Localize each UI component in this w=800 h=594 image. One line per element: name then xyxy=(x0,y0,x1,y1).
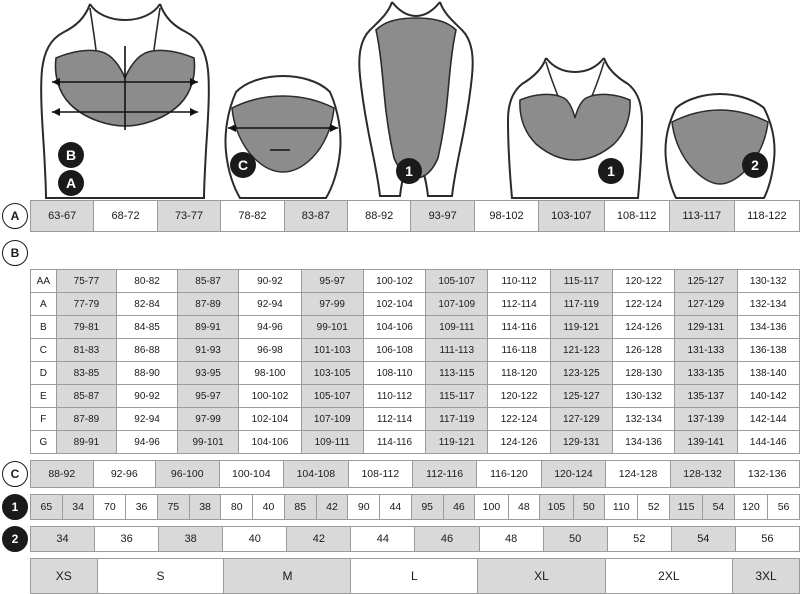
cell-b-5-11: 140-142 xyxy=(737,385,799,408)
badge-A: A xyxy=(58,170,84,196)
cell-one-12: 95 xyxy=(411,495,443,520)
cell-a-0: 63-67 xyxy=(31,201,94,232)
table-row xyxy=(31,527,800,552)
cell-two-11: 56 xyxy=(735,527,799,552)
table-row xyxy=(31,270,800,293)
cell-b-7-4: 109-111 xyxy=(301,431,363,454)
cell-a-4: 83-87 xyxy=(284,201,347,232)
cell-b-7-3: 104-106 xyxy=(239,431,301,454)
badge-2-brief: 2 xyxy=(742,152,768,178)
cell-a-10: 113-117 xyxy=(669,201,734,232)
cell-b-0-7: 110-112 xyxy=(488,270,550,293)
row-one-label-cell xyxy=(0,494,30,520)
cell-b-5-1: 90-92 xyxy=(117,385,178,408)
cell-b-6-1: 92-94 xyxy=(117,408,178,431)
cell-b-4-5: 108-110 xyxy=(363,362,425,385)
cell-b-6-4: 107-109 xyxy=(301,408,363,431)
badge-C: C xyxy=(230,152,256,178)
cell-c-7: 116-120 xyxy=(477,461,541,488)
cell-b-0-4: 95-97 xyxy=(301,270,363,293)
cell-a-7: 98-102 xyxy=(474,201,538,232)
cell-one-6: 80 xyxy=(221,495,253,520)
cell-b-0-6: 105-107 xyxy=(426,270,488,293)
cell-b-7-11: 144-146 xyxy=(737,431,799,454)
row-a xyxy=(0,200,800,232)
cell-b-5-4: 105-107 xyxy=(301,385,363,408)
cell-one-18: 110 xyxy=(605,495,638,520)
cell-one-22: 120 xyxy=(734,495,767,520)
cell-one-9: 42 xyxy=(316,495,348,520)
cell-b-2-7: 114-116 xyxy=(488,316,550,339)
cell-size-2: M xyxy=(224,559,351,594)
cell-b-4-2: 93-95 xyxy=(177,362,238,385)
cell-c-6: 112-116 xyxy=(413,461,477,488)
cell-two-3: 40 xyxy=(223,527,287,552)
cell-b-5-5: 110-112 xyxy=(363,385,425,408)
cell-b-0-3: 90-92 xyxy=(239,270,301,293)
cell-two-9: 52 xyxy=(607,527,671,552)
cell-b-4-8: 123-125 xyxy=(550,362,612,385)
cell-b-1-0: 77-79 xyxy=(56,293,117,316)
cell-one-13: 46 xyxy=(443,495,475,520)
table-two xyxy=(30,526,800,552)
cell-one-15: 48 xyxy=(508,495,540,520)
badge-1-bra: 1 xyxy=(598,158,624,184)
cell-b-6-9: 132-134 xyxy=(612,408,674,431)
table-row xyxy=(31,461,800,488)
cell-b-7-7: 124-126 xyxy=(488,431,550,454)
cell-b-0-5: 100-102 xyxy=(363,270,425,293)
cell-b-6-6: 117-119 xyxy=(426,408,488,431)
cell-size-5: 2XL xyxy=(605,559,733,594)
cell-one-0: 65 xyxy=(31,495,63,520)
cell-b-2-11: 134-136 xyxy=(737,316,799,339)
cell-b-4-10: 133-135 xyxy=(675,362,737,385)
row-b-label-cell xyxy=(0,238,30,266)
cell-b-2-6: 109-111 xyxy=(426,316,488,339)
cell-b-3-11: 136-138 xyxy=(737,339,799,362)
row-one xyxy=(0,494,800,520)
cell-b-1-7: 112-114 xyxy=(488,293,550,316)
cell-b-6-8: 127-129 xyxy=(550,408,612,431)
cell-b-7-6: 119-121 xyxy=(426,431,488,454)
cell-b-6-5: 112-114 xyxy=(363,408,425,431)
cell-two-8: 50 xyxy=(543,527,607,552)
cell-b-3-5: 106-108 xyxy=(363,339,425,362)
cell-b-7-1: 94-96 xyxy=(117,431,178,454)
cell-c-5: 108-112 xyxy=(348,461,412,488)
cell-b-1-8: 117-119 xyxy=(550,293,612,316)
row-sizes xyxy=(0,558,800,594)
cell-a-8: 103-107 xyxy=(539,201,604,232)
cell-b-2-1: 84-85 xyxy=(117,316,178,339)
cell-a-1: 68-72 xyxy=(94,201,157,232)
row-sizes-label-cell xyxy=(0,558,30,594)
cell-b-1-2: 87-89 xyxy=(177,293,238,316)
table-row xyxy=(31,339,800,362)
cell-two-6: 46 xyxy=(415,527,479,552)
cell-b-2-9: 124-126 xyxy=(612,316,674,339)
cell-one-3: 36 xyxy=(126,495,158,520)
cell-b-3-7: 116-118 xyxy=(488,339,550,362)
cell-size-0: XS xyxy=(31,559,98,594)
cell-one-10: 90 xyxy=(348,495,380,520)
cell-b-3-3: 96-98 xyxy=(239,339,301,362)
cell-c-0: 88-92 xyxy=(31,461,94,488)
row-one-badge: 1 xyxy=(2,494,28,520)
cell-two-5: 44 xyxy=(351,527,415,552)
table-row xyxy=(31,385,800,408)
cup-label: AA xyxy=(31,270,57,293)
row-two-badge: 2 xyxy=(2,526,28,552)
cell-b-6-10: 137-139 xyxy=(675,408,737,431)
cell-b-1-3: 92-94 xyxy=(239,293,301,316)
cell-b-0-10: 125-127 xyxy=(675,270,737,293)
cell-one-14: 100 xyxy=(475,495,508,520)
cell-b-4-6: 113-115 xyxy=(426,362,488,385)
cell-one-2: 70 xyxy=(94,495,126,520)
cup-label: G xyxy=(31,431,57,454)
table-row xyxy=(31,559,800,594)
cell-a-5: 88-92 xyxy=(348,201,411,232)
cell-two-0: 34 xyxy=(31,527,95,552)
cell-size-3: L xyxy=(351,559,478,594)
cell-b-5-10: 135-137 xyxy=(675,385,737,408)
cell-b-3-0: 81-83 xyxy=(56,339,117,362)
row-c-label-cell xyxy=(0,460,30,488)
cell-one-8: 85 xyxy=(284,495,316,520)
cell-b-6-7: 122-124 xyxy=(488,408,550,431)
cup-label: B xyxy=(31,316,57,339)
cell-b-1-11: 132-134 xyxy=(737,293,799,316)
row-b-table-block xyxy=(0,269,800,454)
cell-b-4-7: 118-120 xyxy=(488,362,550,385)
row-b-badge: B xyxy=(2,240,28,266)
cell-b-0-11: 130-132 xyxy=(737,270,799,293)
cell-two-2: 38 xyxy=(159,527,223,552)
cell-b-5-8: 125-127 xyxy=(550,385,612,408)
cell-b-7-9: 134-136 xyxy=(612,431,674,454)
hips-figure xyxy=(218,0,348,200)
cell-b-4-0: 83-85 xyxy=(56,362,117,385)
cell-b-1-9: 122-124 xyxy=(612,293,674,316)
table-row xyxy=(31,362,800,385)
cell-one-16: 105 xyxy=(540,495,573,520)
cell-b-2-0: 79-81 xyxy=(56,316,117,339)
row-two-label-cell xyxy=(0,526,30,552)
cell-b-2-8: 119-121 xyxy=(550,316,612,339)
swimsuit-figure xyxy=(352,0,482,200)
cell-b-6-0: 87-89 xyxy=(56,408,117,431)
cell-b-0-0: 75-77 xyxy=(56,270,117,293)
bust-figure xyxy=(30,0,220,200)
cell-one-1: 34 xyxy=(62,495,94,520)
cell-b-5-7: 120-122 xyxy=(488,385,550,408)
cell-c-9: 124-128 xyxy=(606,461,671,488)
cell-one-23: 56 xyxy=(768,495,800,520)
table-a xyxy=(30,200,800,232)
cell-one-11: 44 xyxy=(380,495,412,520)
cell-c-2: 96-100 xyxy=(156,461,220,488)
cell-b-0-9: 120-122 xyxy=(612,270,674,293)
cell-b-3-1: 86-88 xyxy=(117,339,178,362)
cell-b-4-9: 128-130 xyxy=(612,362,674,385)
brief-figure xyxy=(660,0,780,200)
row-a-label-cell xyxy=(0,200,30,232)
cell-b-6-3: 102-104 xyxy=(239,408,301,431)
table-sizes xyxy=(30,558,800,594)
cell-b-7-10: 139-141 xyxy=(675,431,737,454)
cell-b-1-6: 107-109 xyxy=(426,293,488,316)
cell-b-2-2: 89-91 xyxy=(177,316,238,339)
cell-b-7-0: 89-91 xyxy=(56,431,117,454)
cell-c-10: 128-132 xyxy=(670,461,735,488)
cup-label: C xyxy=(31,339,57,362)
cup-label: E xyxy=(31,385,57,408)
cell-b-3-2: 91-93 xyxy=(177,339,238,362)
badge-1-swimsuit: 1 xyxy=(396,158,422,184)
cup-label: D xyxy=(31,362,57,385)
cell-a-6: 93-97 xyxy=(411,201,474,232)
cell-c-1: 92-96 xyxy=(93,461,156,488)
cell-b-5-9: 130-132 xyxy=(612,385,674,408)
cell-b-1-10: 127-129 xyxy=(675,293,737,316)
cell-size-6: 3XL xyxy=(733,559,800,594)
cell-b-7-5: 114-116 xyxy=(363,431,425,454)
cell-one-20: 115 xyxy=(670,495,703,520)
cell-two-10: 54 xyxy=(671,527,735,552)
table-row xyxy=(31,495,800,520)
cell-b-5-6: 115-117 xyxy=(426,385,488,408)
cell-c-11: 132-136 xyxy=(735,461,800,488)
cell-b-2-10: 129-131 xyxy=(675,316,737,339)
cell-b-5-3: 100-102 xyxy=(239,385,301,408)
cell-one-21: 54 xyxy=(703,495,735,520)
cell-one-19: 52 xyxy=(638,495,670,520)
cell-a-3: 78-82 xyxy=(221,201,284,232)
cell-b-4-4: 103-105 xyxy=(301,362,363,385)
cell-c-3: 100-104 xyxy=(219,461,284,488)
row-a-badge: A xyxy=(2,203,28,229)
table-row xyxy=(31,431,800,454)
cell-b-1-5: 102-104 xyxy=(363,293,425,316)
row-b-spacer xyxy=(0,269,30,454)
cell-b-1-1: 82-84 xyxy=(117,293,178,316)
cell-c-4: 104-108 xyxy=(284,461,349,488)
table-row xyxy=(31,316,800,339)
cell-a-9: 108-112 xyxy=(604,201,669,232)
cell-b-4-11: 138-140 xyxy=(737,362,799,385)
cell-b-6-11: 142-144 xyxy=(737,408,799,431)
cell-b-6-2: 97-99 xyxy=(177,408,238,431)
cell-b-5-0: 85-87 xyxy=(56,385,117,408)
cell-b-2-3: 94-96 xyxy=(239,316,301,339)
cell-b-5-2: 95-97 xyxy=(177,385,238,408)
cell-b-0-1: 80-82 xyxy=(117,270,178,293)
cell-b-3-4: 101-103 xyxy=(301,339,363,362)
table-row xyxy=(31,201,800,232)
cell-b-0-2: 85-87 xyxy=(177,270,238,293)
cell-size-1: S xyxy=(97,559,224,594)
cell-b-3-6: 111-113 xyxy=(426,339,488,362)
cell-b-3-9: 126-128 xyxy=(612,339,674,362)
table-one xyxy=(30,494,800,520)
cell-a-2: 73-77 xyxy=(157,201,220,232)
illustration-band xyxy=(0,0,800,200)
cell-two-1: 36 xyxy=(95,527,159,552)
cell-b-7-2: 99-101 xyxy=(177,431,238,454)
cell-one-4: 75 xyxy=(157,495,189,520)
cell-b-1-4: 97-99 xyxy=(301,293,363,316)
table-c xyxy=(30,460,800,488)
cell-size-4: XL xyxy=(478,559,605,594)
bra-figure xyxy=(500,0,650,200)
cell-b-4-1: 88-90 xyxy=(117,362,178,385)
cell-one-7: 40 xyxy=(253,495,285,520)
cell-b-0-8: 115-117 xyxy=(550,270,612,293)
row-b xyxy=(0,238,800,266)
cell-one-17: 50 xyxy=(573,495,605,520)
row-c-badge: C xyxy=(2,461,28,487)
cell-b-2-5: 104-106 xyxy=(363,316,425,339)
cup-label: F xyxy=(31,408,57,431)
table-row xyxy=(31,408,800,431)
cell-one-5: 38 xyxy=(189,495,221,520)
cell-b-7-8: 129-131 xyxy=(550,431,612,454)
table-row xyxy=(31,293,800,316)
badge-B: B xyxy=(58,142,84,168)
cup-label: A xyxy=(31,293,57,316)
cell-b-3-10: 131-133 xyxy=(675,339,737,362)
cell-two-4: 42 xyxy=(287,527,351,552)
cell-b-3-8: 121-123 xyxy=(550,339,612,362)
row-two xyxy=(0,526,800,552)
row-c xyxy=(0,460,800,488)
table-b xyxy=(30,269,800,454)
cell-b-4-3: 98-100 xyxy=(239,362,301,385)
cell-two-7: 48 xyxy=(479,527,543,552)
cell-b-2-4: 99-101 xyxy=(301,316,363,339)
cell-a-11: 118-122 xyxy=(734,201,799,232)
cell-c-8: 120-124 xyxy=(541,461,606,488)
